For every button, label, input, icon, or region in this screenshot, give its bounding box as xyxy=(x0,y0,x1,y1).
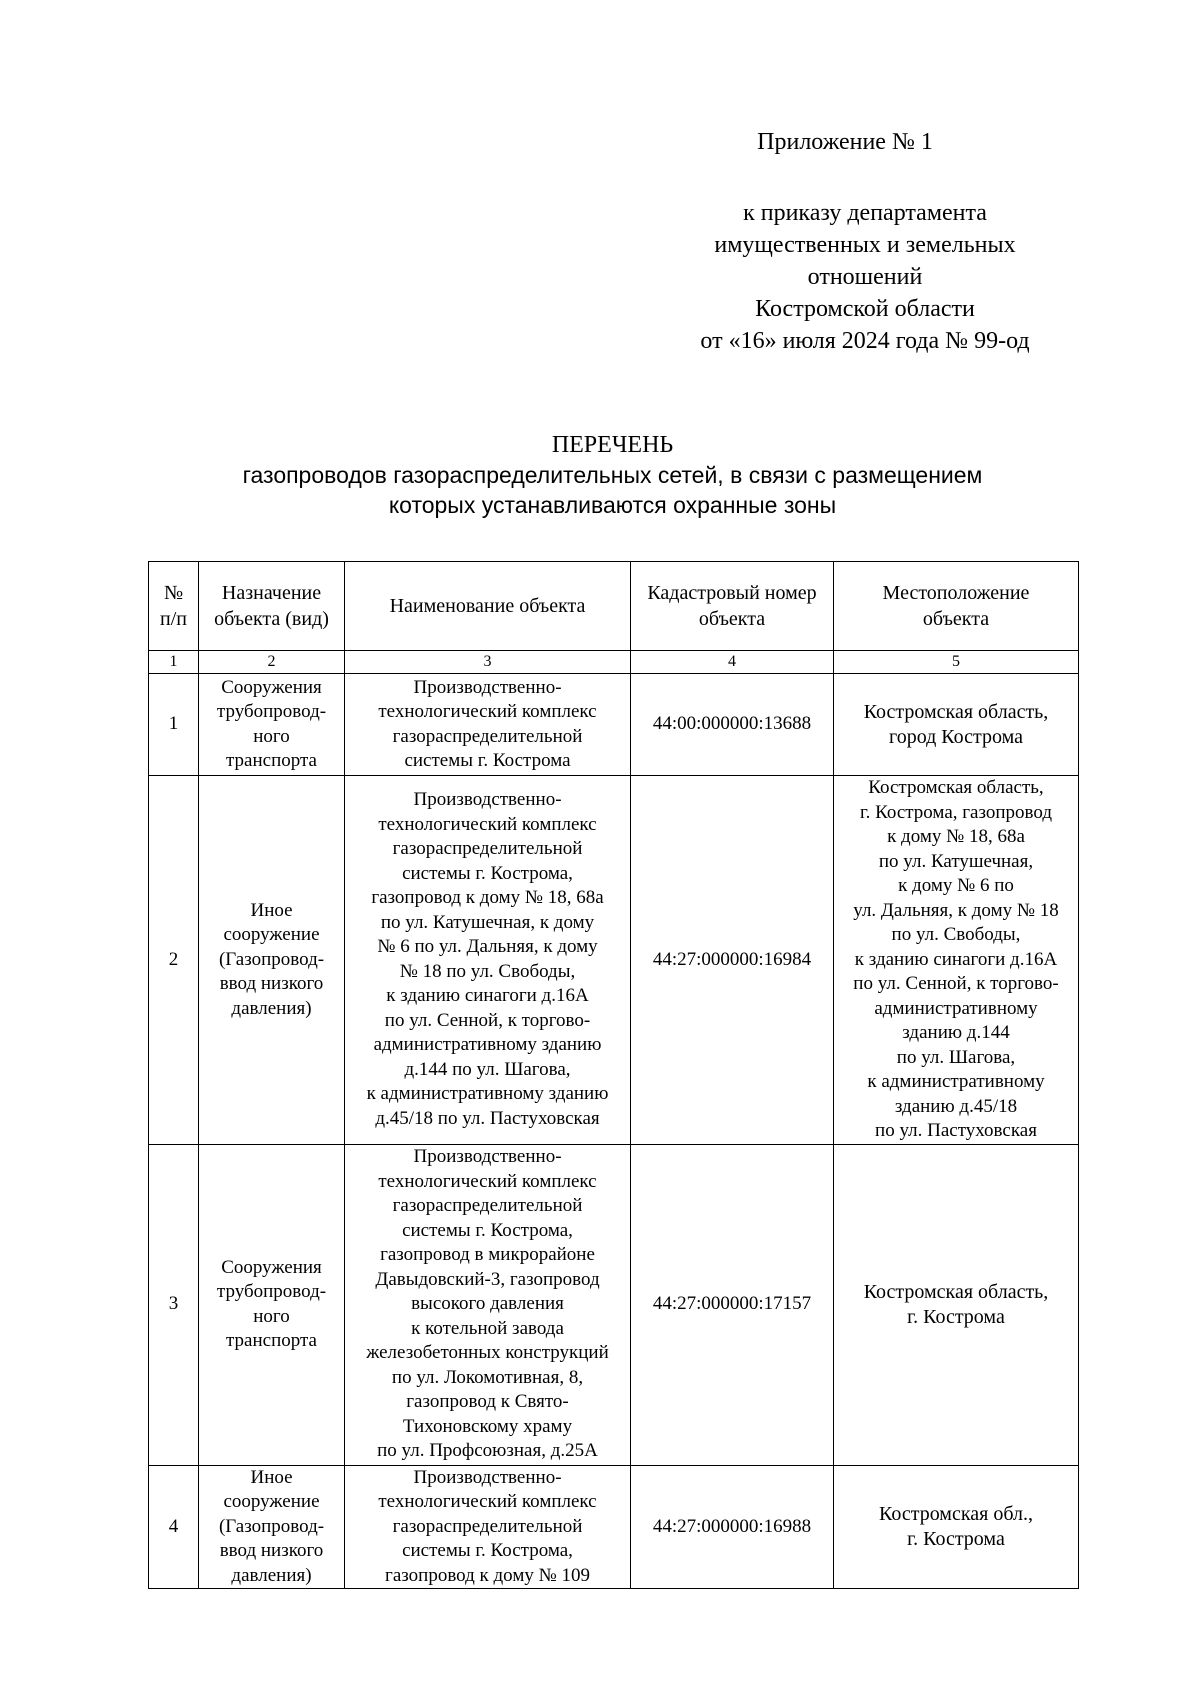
column-number-row xyxy=(149,651,1079,674)
object-location: Костромская область, г. Кострома, газопровод к дому № 18, 68а по ул. Катушечная, к дому № 6 по ул. Дальняя, к дому № 18 по ул. Свободы, к зданию синагоги д.16А по ул. Сенной, к торгово- административному зданию д.144 по ул. Шагова, к административному зданию д.45/18 по ул. Пастуховская xyxy=(834,776,1079,1145)
object-name: Производственно- технологический комплекс газораспределительной системы г. Кострома, газопровод в микрорайоне Давыдовский-3, газопровод высокого давления к котельной завода железобетонных конструкций по ул. Локомотивная, 8, газопровод к Свято- Тихоновскому храму по ул. Профсоюзная, д.25А xyxy=(345,1144,631,1465)
table-row xyxy=(149,1144,1079,1465)
cadastral-number: 44:00:000000:13688 xyxy=(631,674,834,776)
row-number: 2 xyxy=(149,776,199,1145)
object-name: Производственно- технологический комплекс газораспределительной системы г. Кострома, газопровод к дому № 109 xyxy=(345,1465,631,1589)
column-number: 4 xyxy=(631,651,834,674)
header-location: Местоположение объекта xyxy=(834,562,1079,651)
header-purpose: Назначение объекта (вид) xyxy=(199,562,345,651)
object-purpose: Сооружения трубопровод- ного транспорта xyxy=(199,674,345,776)
row-number: 1 xyxy=(149,674,199,776)
object-purpose: Иное сооружение (Газопровод- ввод низкого давления) xyxy=(199,776,345,1145)
object-location: Костромская область, город Кострома xyxy=(834,674,1079,776)
object-name: Производственно- технологический комплекс газораспределительной системы г. Кострома, газопровод к дому № 18, 68а по ул. Катушечная, к дому № 6 по ул. Дальняя, к дому № 18 по ул. Свободы, к зданию синагоги д.16А по ул. Сенной, к торгово- административному зданию д.144 по ул. Шагова, к административному зданию д.45/18 по ул. Пастуховская xyxy=(345,776,631,1145)
table-row xyxy=(149,1465,1079,1589)
row-number: 4 xyxy=(149,1465,199,1589)
column-number: 2 xyxy=(199,651,345,674)
object-location: Костромская область, г. Кострома xyxy=(834,1144,1079,1465)
order-date-line: от «16» июля 2024 года № 99-од xyxy=(700,328,1030,354)
order-line: Костромской области xyxy=(755,296,975,322)
document-title: ПЕРЕЧЕНЬ xyxy=(551,432,674,458)
object-purpose: Иное сооружение (Газопровод- ввод низкого давления) xyxy=(199,1465,345,1589)
header-cadastral-number: Кадастровый номер объекта xyxy=(631,562,834,651)
document-subtitle-line: которых устанавливаются охранные зоны xyxy=(388,492,837,518)
order-line: отношений xyxy=(807,264,923,290)
gas-pipeline-table xyxy=(148,561,1079,1589)
column-number: 3 xyxy=(345,651,631,674)
cadastral-number: 44:27:000000:17157 xyxy=(631,1144,834,1465)
column-number: 5 xyxy=(834,651,1079,674)
cadastral-number: 44:27:000000:16988 xyxy=(631,1465,834,1589)
row-number: 3 xyxy=(149,1144,199,1465)
object-name: Производственно- технологический комплекс газораспределительной системы г. Кострома xyxy=(345,674,631,776)
document-subtitle-line: газопроводов газораспределительных сетей, в связи с размещением xyxy=(242,462,983,488)
header-object-name: Наименование объекта xyxy=(345,562,631,651)
appendix-header xyxy=(650,126,1080,357)
object-purpose: Сооружения трубопровод- ного транспорта xyxy=(199,1144,345,1465)
header-number: № п/п xyxy=(149,562,199,651)
column-number: 1 xyxy=(149,651,199,674)
appendix-number: Приложение № 1 xyxy=(757,129,933,155)
object-location: Костромская обл., г. Кострома xyxy=(834,1465,1079,1589)
document-title-block xyxy=(150,430,1075,520)
table-row xyxy=(149,674,1079,776)
table-row xyxy=(149,776,1079,1145)
cadastral-number: 44:27:000000:16984 xyxy=(631,776,834,1145)
order-line: имущественных и земельных xyxy=(714,232,1016,258)
table-header-row xyxy=(149,562,1079,651)
order-line: к приказу департамента xyxy=(743,200,987,226)
